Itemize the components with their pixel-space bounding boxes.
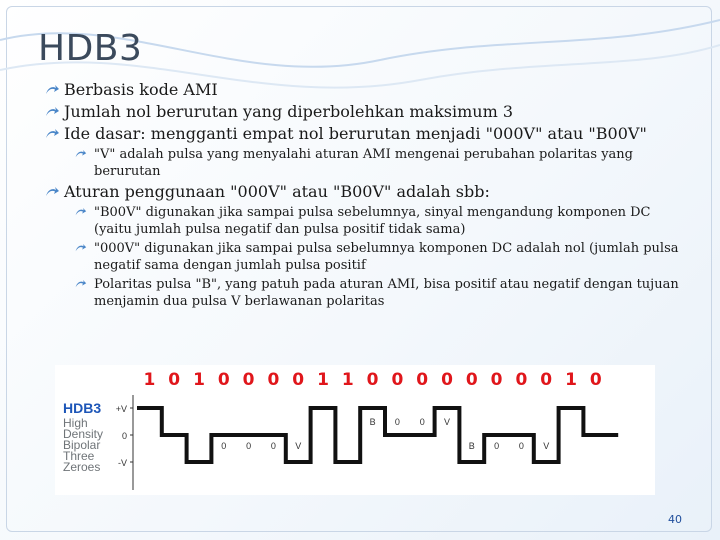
bit-label: 0 [416,370,429,390]
bullet-item [44,80,684,100]
pulse-annotation: V [443,417,451,427]
bit-label: 1 [341,370,354,390]
hdb3-diagram [55,365,655,495]
bit-label: 0 [242,370,255,390]
pulse-annotation: B [468,441,475,451]
bit-label: 1 [193,370,205,390]
bullet-item [44,102,684,122]
hdb3-signal-line [137,408,618,462]
arrow-bullet-icon [44,185,60,199]
bit-label: 0 [217,370,230,390]
hdb3-waveform-svg [55,365,655,495]
bit-label: 0 [441,370,453,390]
arrow-bullet-icon [44,83,60,97]
bit-label: 1 [565,370,577,390]
bullet-item [44,124,684,144]
bit-label: 0 [267,370,280,390]
diagram-label-line: Density [63,427,104,441]
bit-label: 1 [143,370,156,390]
pulse-annotation: 0 [270,441,276,451]
bit-label: 0 [490,370,503,390]
bullet-text: "000V" digunakan jika sampai pulsa sebelumnya komponen DC adalah nol (jumlah pulsa negatif sama dengan jumlah pulsa positif [94,241,679,273]
bit-label: 0 [589,370,602,390]
axis-label: 0 [121,431,127,441]
arrow-bullet-icon [74,206,87,218]
arrow-bullet-icon [74,278,87,290]
diagram-label-line: Bipolar [63,438,101,452]
axis-label: +V [115,404,127,414]
bullet-text: "V" adalah pulsa yang menyalahi aturan AMI mengenai perubahan polaritas yang berurutan [94,147,634,179]
arrow-bullet-icon [74,242,87,254]
pulse-annotation: B [369,417,376,427]
pulse-annotation: 0 [518,441,524,451]
bullet-list [44,80,684,310]
diagram-title: HDB3 [63,400,102,416]
sub-bullet-item [74,204,684,238]
sub-bullet-item [74,240,684,274]
bullet-text: Aturan penggunaan "000V" atau "B00V" adalah sbb: [64,182,490,201]
bit-label: 1 [317,370,329,390]
pulse-annotation: 0 [494,441,500,451]
bit-label: 0 [515,370,528,390]
bit-label: 0 [391,370,404,390]
sub-bullet-item [74,276,684,310]
bit-label: 0 [540,370,553,390]
page-number: 40 [668,513,682,526]
diagram-label-line: Zeroes [63,460,101,474]
pulse-annotation: 0 [221,441,227,451]
bullet-item [44,182,684,202]
arrow-bullet-icon [44,105,60,119]
pulse-annotation: 0 [394,417,400,427]
pulse-annotation: V [295,441,302,451]
bullet-text: "B00V" digunakan jika sampai pulsa sebelumnya, sinyal mengandung komponen DC (yaitu jumlah pulsa negatif dan pulsa positif tidak sama) [94,205,651,237]
diagram-label-line: High [63,416,88,430]
arrow-bullet-icon [74,148,87,160]
axis-label: -V [118,458,127,468]
bullet-text: Berbasis kode AMI [64,80,218,99]
bit-label: 0 [465,370,478,390]
pulse-annotation: 0 [419,417,425,427]
slide-title: HDB3 [38,28,143,69]
sub-bullet-item [74,146,684,180]
bullet-text: Polaritas pulsa "B", yang patuh pada aturan AMI, bisa positif atau negatif dengan tujuan menjamin dua pulsa V berlawanan polaritas [94,277,679,309]
pulse-annotation: V [543,441,550,451]
diagram-label-line: Three [63,449,95,463]
bullet-text: Ide dasar: mengganti empat nol berurutan menjadi "000V" atau "B00V" [64,124,647,143]
pulse-annotation: 0 [246,441,252,451]
bit-label: 0 [366,370,379,390]
bullet-text: Jumlah nol berurutan yang diperbolehkan maksimum 3 [64,102,514,121]
bit-label: 0 [292,370,305,390]
arrow-bullet-icon [44,127,60,141]
bit-label: 0 [168,370,181,390]
